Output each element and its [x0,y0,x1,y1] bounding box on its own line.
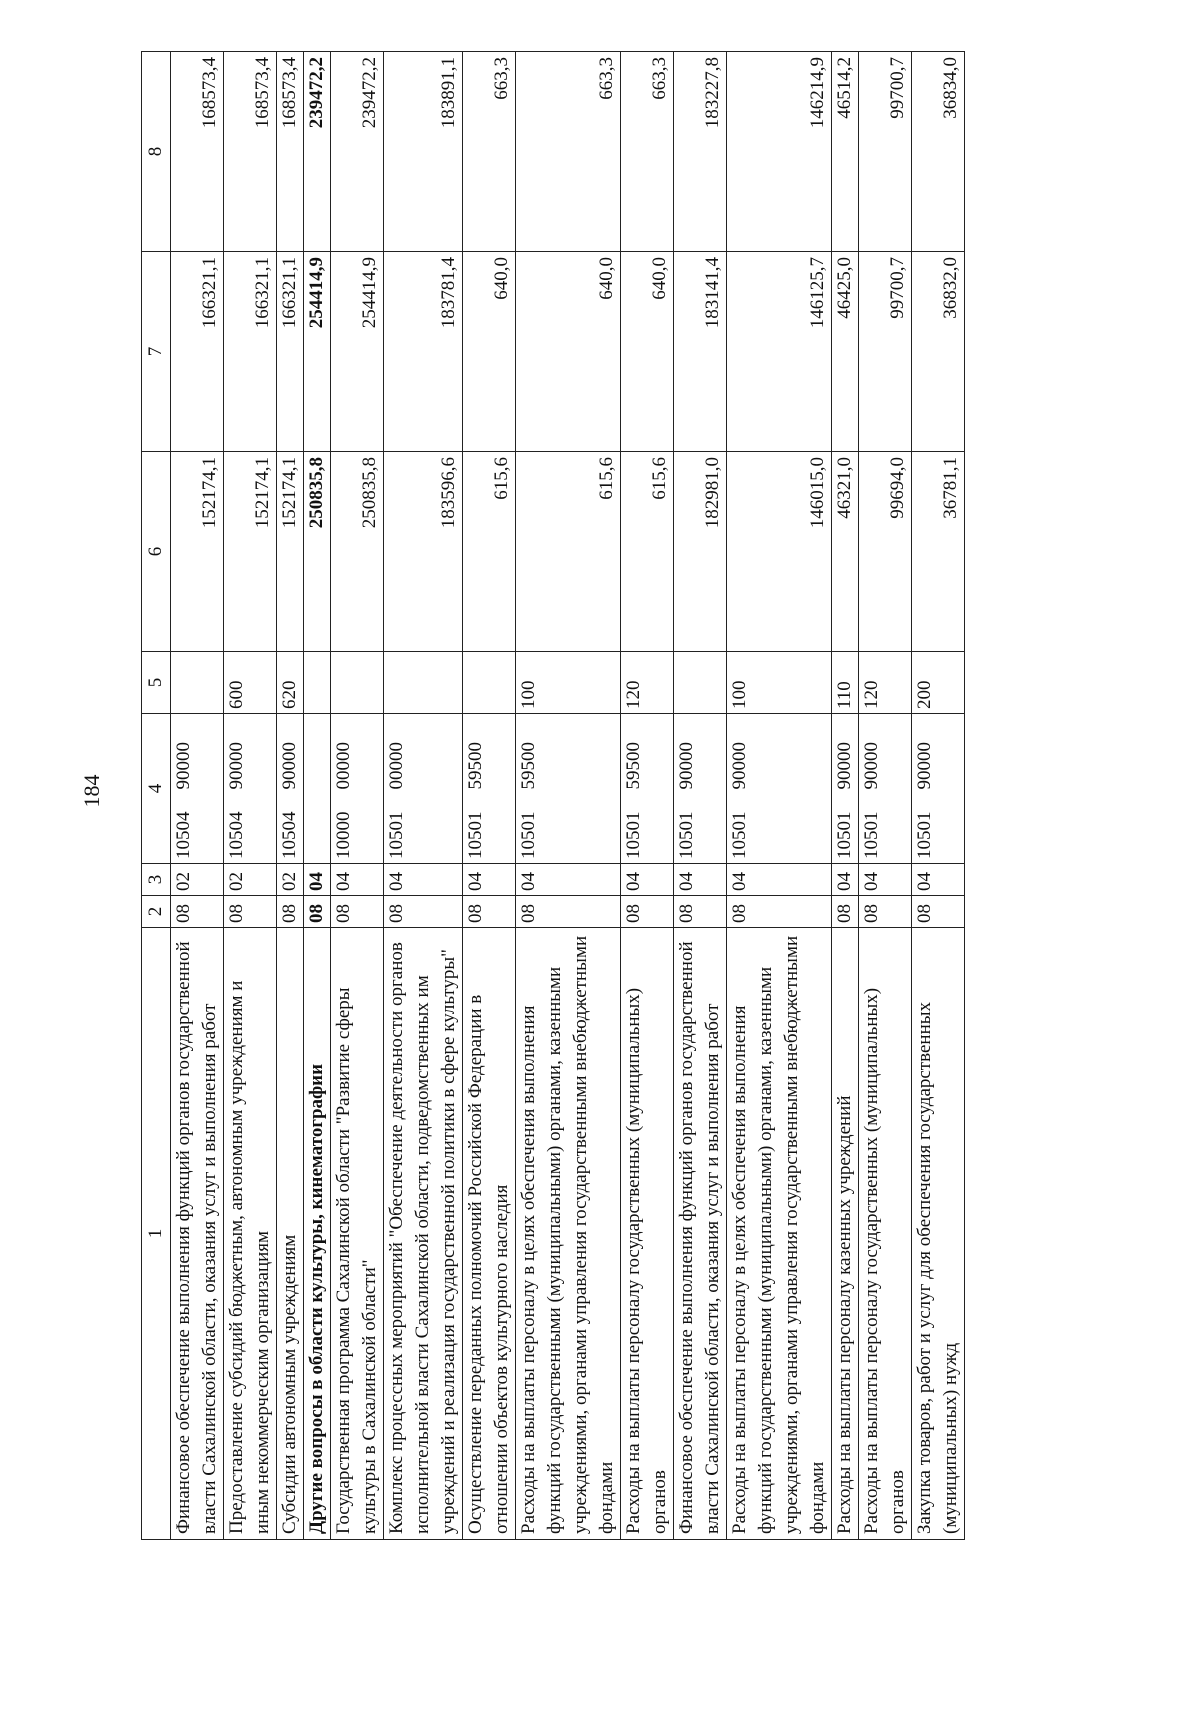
subsection-code-cell: 02 [277,864,304,896]
expense-type-cell [463,652,516,714]
direction-code: 59500 [623,742,644,790]
amount-year2-cell: 166321,1 [171,252,224,452]
subsection-code-cell: 04 [912,864,965,896]
amount-year2-cell: 99700,7 [859,252,912,452]
budget-table [141,51,965,1540]
section-code-cell: 08 [171,896,224,928]
subsection-code-cell: 04 [859,864,912,896]
program-code: 10504 [173,811,194,859]
amount-year3-cell: 146214,9 [727,52,832,252]
subsection-code-cell: 02 [171,864,224,896]
expense-type-cell [384,652,463,714]
table-row [674,52,727,1540]
program-code: 10504 [279,811,300,859]
amount-year1-cell: 152174,1 [277,452,304,652]
amount-year2-cell: 46425,0 [832,252,859,452]
program-code: 10000 [333,811,354,859]
expense-type-cell [171,652,224,714]
expense-type-cell: 110 [832,652,859,714]
subsection-code-cell: 04 [727,864,832,896]
amount-year3-cell: 168573,4 [171,52,224,252]
row-name-cell: Расходы на выплаты персоналу в целях обеспечения выполнения функций государственными (муниципальными) органами, казенными учреждениями, органами управления государственными внебюджетными фондами [727,928,832,1540]
amount-year3-cell: 239472,2 [304,52,331,252]
amount-year3-cell: 663,3 [463,52,516,252]
table-row [859,52,912,1540]
amount-year2-cell: 640,0 [621,252,674,452]
row-name-cell: Расходы на выплаты персоналу казенных учреждений [832,928,859,1540]
row-name-cell: Финансовое обеспечение выполнения функций органов государственной власти Сахалинской области, оказания услуг и выполнения работ [674,928,727,1540]
table-row [727,52,832,1540]
program-code: 10501 [623,811,644,859]
section-code-cell: 08 [832,896,859,928]
direction-code: 59500 [518,742,539,790]
amount-year3-cell: 36834,0 [912,52,965,252]
direction-code: 00000 [386,742,407,790]
target-article-cell [331,714,384,864]
amount-year1-cell: 615,6 [463,452,516,652]
program-code: 10501 [518,811,539,859]
program-code: 10501 [861,811,882,859]
target-article-cell [224,714,277,864]
rotated-table-frame [141,52,1179,1540]
target-article-cell [621,714,674,864]
section-code-cell: 08 [516,896,621,928]
amount-year3-cell: 168573,4 [277,52,304,252]
program-code: 10501 [914,811,935,859]
table-container [141,52,1179,1540]
row-name-cell: Государственная программа Сахалинской области "Развитие сферы культуры в Сахалинской области" [331,928,384,1540]
table-row [832,52,859,1540]
direction-code: 59500 [465,742,486,790]
expense-type-cell: 120 [621,652,674,714]
table-row [384,52,463,1540]
row-name-cell: Другие вопросы в области культуры, кинематографии [304,928,331,1540]
expense-type-cell: 600 [224,652,277,714]
amount-year2-cell: 146125,7 [727,252,832,452]
table-row [516,52,621,1540]
direction-code: 90000 [676,742,697,790]
amount-year2-cell: 254414,9 [304,252,331,452]
target-article-cell [171,714,224,864]
amount-year3-cell: 99700,7 [859,52,912,252]
subsection-code-cell: 04 [463,864,516,896]
program-code: 10501 [729,811,750,859]
target-article-cell [832,714,859,864]
amount-year2-cell: 183781,4 [384,252,463,452]
target-article-cell [277,714,304,864]
row-name-cell: Расходы на выплаты персоналу государственных (муниципальных) органов [859,928,912,1540]
section-code-cell: 08 [304,896,331,928]
column-header: 5 [142,652,171,714]
amount-year3-cell: 663,3 [621,52,674,252]
program-code: 10504 [226,811,247,859]
target-article-cell [674,714,727,864]
column-header: 8 [142,52,171,252]
column-header: 6 [142,452,171,652]
expense-type-cell [674,652,727,714]
amount-year2-cell: 640,0 [516,252,621,452]
amount-year3-cell: 183227,8 [674,52,727,252]
amount-year2-cell: 36832,0 [912,252,965,452]
header-row [142,52,171,1540]
amount-year2-cell: 166321,1 [224,252,277,452]
section-code-cell: 08 [224,896,277,928]
table-row [621,52,674,1540]
amount-year1-cell: 46321,0 [832,452,859,652]
subsection-code-cell: 02 [224,864,277,896]
direction-code: 90000 [861,742,882,790]
expense-type-cell: 200 [912,652,965,714]
expense-type-cell: 620 [277,652,304,714]
table-row [277,52,304,1540]
table-row [912,52,965,1540]
subsection-code-cell: 04 [832,864,859,896]
subsection-code-cell: 04 [621,864,674,896]
direction-code: 90000 [834,742,855,790]
subsection-code-cell: 04 [674,864,727,896]
table-row [304,52,331,1540]
amount-year1-cell: 36781,1 [912,452,965,652]
table-row [331,52,384,1540]
direction-code: 90000 [729,742,750,790]
table-row [463,52,516,1540]
section-code-cell: 08 [331,896,384,928]
amount-year3-cell: 46514,2 [832,52,859,252]
program-code: 10501 [465,811,486,859]
amount-year1-cell: 152174,1 [224,452,277,652]
target-article-cell [463,714,516,864]
target-article-cell [859,714,912,864]
direction-code: 90000 [226,742,247,790]
subsection-code-cell: 04 [516,864,621,896]
amount-year1-cell: 250835,8 [331,452,384,652]
section-code-cell: 08 [277,896,304,928]
page-number-text: 184 [79,774,104,808]
amount-year1-cell: 182981,0 [674,452,727,652]
section-code-cell: 08 [727,896,832,928]
section-code-cell: 08 [463,896,516,928]
amount-year2-cell: 166321,1 [277,252,304,452]
direction-code: 90000 [914,742,935,790]
direction-code: 90000 [173,742,194,790]
amount-year2-cell: 254414,9 [331,252,384,452]
section-code-cell: 08 [912,896,965,928]
table-row [224,52,277,1540]
amount-year1-cell: 146015,0 [727,452,832,652]
column-header: 4 [142,714,171,864]
direction-code: 90000 [279,742,300,790]
row-name-cell: Осуществление переданных полномочий Российской Федерации в отношении объектов культурного наследия [463,928,516,1540]
section-code-cell: 08 [859,896,912,928]
expense-type-cell: 100 [516,652,621,714]
table-row [171,52,224,1540]
column-header: 2 [142,896,171,928]
row-name-cell: Расходы на выплаты персоналу государственных (муниципальных) органов [621,928,674,1540]
target-article-cell [384,714,463,864]
section-code-cell: 08 [384,896,463,928]
page-number [62,774,122,808]
section-code-cell: 08 [621,896,674,928]
column-header: 7 [142,252,171,452]
subsection-code-cell: 04 [384,864,463,896]
column-header: 3 [142,864,171,896]
amount-year1-cell: 99694,0 [859,452,912,652]
amount-year2-cell: 183141,4 [674,252,727,452]
amount-year3-cell: 168573,4 [224,52,277,252]
expense-type-cell: 120 [859,652,912,714]
amount-year1-cell: 152174,1 [171,452,224,652]
amount-year1-cell: 250835,8 [304,452,331,652]
row-name-cell: Закупка товаров, работ и услуг для обеспечения государственных (муниципальных) нужд [912,928,965,1540]
target-article-cell [516,714,621,864]
program-code: 10501 [386,811,407,859]
row-name-cell: Субсидии автономным учреждениям [277,928,304,1540]
direction-code: 00000 [333,742,354,790]
program-code: 10501 [676,811,697,859]
column-header: 1 [142,928,171,1540]
section-code-cell: 08 [674,896,727,928]
expense-type-cell [304,652,331,714]
program-code: 10501 [834,811,855,859]
expense-type-cell [331,652,384,714]
table-body [171,52,965,1540]
amount-year3-cell: 183891,1 [384,52,463,252]
target-article-cell [727,714,832,864]
subsection-code-cell: 04 [304,864,331,896]
amount-year1-cell: 183596,6 [384,452,463,652]
amount-year3-cell: 663,3 [516,52,621,252]
row-name-cell: Финансовое обеспечение выполнения функций органов государственной власти Сахалинской области, оказания услуг и выполнения работ [171,928,224,1540]
row-name-cell: Расходы на выплаты персоналу в целях обеспечения выполнения функций государственными (муниципальными) органами, казенными учреждениями, органами управления государственными внебюджетными фондами [516,928,621,1540]
row-name-cell: Предоставление субсидий бюджетным, автономным учреждениям и иным некоммерческим организациям [224,928,277,1540]
target-article-cell [304,714,331,864]
amount-year2-cell: 640,0 [463,252,516,452]
target-article-cell [912,714,965,864]
subsection-code-cell: 04 [331,864,384,896]
row-name-cell: Комплекс процессных мероприятий "Обеспечение деятельности органов исполнительной власти Сахалинской области, подведомственных им учреждений и реализация государственной политики в сфере культуры" [384,928,463,1540]
amount-year1-cell: 615,6 [621,452,674,652]
amount-year3-cell: 239472,2 [331,52,384,252]
expense-type-cell: 100 [727,652,832,714]
amount-year1-cell: 615,6 [516,452,621,652]
